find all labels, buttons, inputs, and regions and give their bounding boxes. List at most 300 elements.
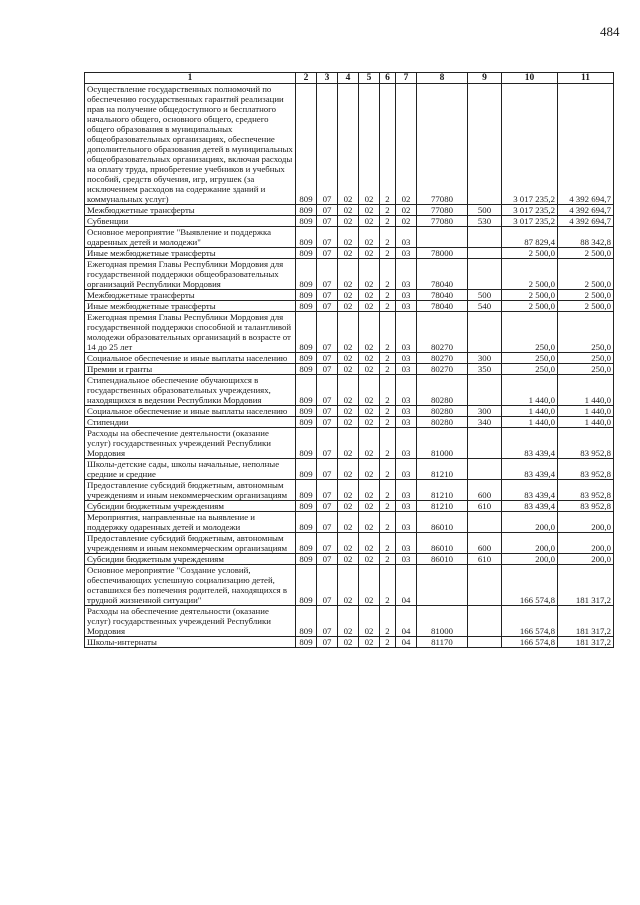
cell-c10: 3 017 235,2 [502,84,558,205]
cell-c5: 02 [359,417,380,428]
row-name-cell: Предоставление субсидий бюджетным, автономным учреждениям и иным некоммерческим организациям [85,480,296,501]
cell-c3: 07 [317,312,338,353]
row-name-cell: Социальное обеспечение и иные выплаты населению [85,406,296,417]
cell-c5: 02 [359,428,380,459]
cell-c4: 02 [338,512,359,533]
table-row [85,312,614,353]
cell-c9: 500 [468,205,502,216]
cell-c7: 03 [396,259,417,290]
row-name-cell: Социальное обеспечение и иные выплаты населению [85,353,296,364]
cell-c7: 02 [396,216,417,227]
cell-c4: 02 [338,533,359,554]
table-row [85,84,614,205]
cell-c9: 350 [468,364,502,375]
cell-c4: 02 [338,606,359,637]
cell-c9: 540 [468,301,502,312]
cell-c7: 03 [396,480,417,501]
cell-c2: 809 [296,312,317,353]
cell-c3: 07 [317,375,338,406]
cell-c2: 809 [296,606,317,637]
cell-c2: 809 [296,259,317,290]
cell-c5: 02 [359,606,380,637]
table-row [85,216,614,227]
cell-c10: 166 574,8 [502,637,558,648]
cell-c8: 86010 [417,533,468,554]
cell-c9: 610 [468,554,502,565]
row-name-cell: Субсидии бюджетным учреждениям [85,554,296,565]
cell-c3: 07 [317,459,338,480]
cell-c6: 2 [380,480,396,501]
table-row [85,512,614,533]
cell-c3: 07 [317,512,338,533]
cell-c5: 02 [359,248,380,259]
cell-c9: 500 [468,290,502,301]
cell-c9 [468,259,502,290]
cell-c2: 809 [296,428,317,459]
column-header: 8 [417,73,468,84]
row-name-cell: Субсидии бюджетным учреждениям [85,501,296,512]
cell-c7: 03 [396,227,417,248]
cell-c7: 03 [396,364,417,375]
cell-c3: 07 [317,301,338,312]
cell-c3: 07 [317,501,338,512]
cell-c10: 2 500,0 [502,248,558,259]
cell-c11: 181 317,2 [558,606,614,637]
cell-c10: 2 500,0 [502,290,558,301]
table-row [85,417,614,428]
cell-c10: 1 440,0 [502,375,558,406]
column-header: 7 [396,73,417,84]
cell-c4: 02 [338,375,359,406]
cell-c3: 07 [317,259,338,290]
cell-c8: 77080 [417,216,468,227]
cell-c7: 03 [396,290,417,301]
cell-c6: 2 [380,417,396,428]
cell-c2: 809 [296,353,317,364]
cell-c6: 2 [380,406,396,417]
cell-c9 [468,459,502,480]
cell-c2: 809 [296,533,317,554]
cell-c10: 250,0 [502,353,558,364]
cell-c4: 02 [338,259,359,290]
cell-c7: 03 [396,312,417,353]
cell-c10: 200,0 [502,512,558,533]
cell-c3: 07 [317,637,338,648]
cell-c5: 02 [359,259,380,290]
cell-c7: 04 [396,606,417,637]
cell-c6: 2 [380,248,396,259]
cell-c5: 02 [359,312,380,353]
cell-c4: 02 [338,459,359,480]
cell-c10: 1 440,0 [502,406,558,417]
budget-table [84,72,614,648]
cell-c7: 02 [396,84,417,205]
cell-c7: 03 [396,554,417,565]
row-name-cell: Межбюджетные трансферты [85,205,296,216]
cell-c3: 07 [317,353,338,364]
cell-c5: 02 [359,205,380,216]
cell-c6: 2 [380,459,396,480]
row-name-cell: Расходы на обеспечение деятельности (оказание услуг) государственных учреждений Республики Мордовия [85,606,296,637]
cell-c8: 77080 [417,205,468,216]
cell-c7: 03 [396,512,417,533]
cell-c10: 87 829,4 [502,227,558,248]
cell-c10: 3 017 235,2 [502,205,558,216]
cell-c11: 4 392 694,7 [558,205,614,216]
header-row [85,73,614,84]
cell-c7: 03 [396,406,417,417]
cell-c6: 2 [380,375,396,406]
cell-c4: 02 [338,248,359,259]
cell-c3: 07 [317,84,338,205]
cell-c8: 86010 [417,512,468,533]
cell-c4: 02 [338,353,359,364]
cell-c5: 02 [359,533,380,554]
table-row [85,259,614,290]
row-name-cell: Иные межбюджетные трансферты [85,301,296,312]
cell-c8: 81210 [417,501,468,512]
cell-c2: 809 [296,565,317,606]
cell-c2: 809 [296,406,317,417]
cell-c4: 02 [338,216,359,227]
table-row [85,554,614,565]
cell-c2: 809 [296,375,317,406]
table-row [85,227,614,248]
cell-c8: 80280 [417,375,468,406]
cell-c3: 07 [317,480,338,501]
cell-c2: 809 [296,512,317,533]
cell-c5: 02 [359,353,380,364]
column-header: 3 [317,73,338,84]
cell-c10: 166 574,8 [502,606,558,637]
cell-c5: 02 [359,364,380,375]
cell-c4: 02 [338,290,359,301]
cell-c8: 86010 [417,554,468,565]
cell-c7: 04 [396,565,417,606]
table-row [85,428,614,459]
cell-c6: 2 [380,637,396,648]
cell-c4: 02 [338,205,359,216]
cell-c5: 02 [359,501,380,512]
cell-c2: 809 [296,301,317,312]
cell-c9: 300 [468,406,502,417]
cell-c10: 250,0 [502,364,558,375]
cell-c6: 2 [380,353,396,364]
cell-c9 [468,84,502,205]
cell-c4: 02 [338,406,359,417]
cell-c6: 2 [380,512,396,533]
table-row [85,459,614,480]
row-name-cell: Школы-детские сады, школы начальные, неполные средние и средние [85,459,296,480]
cell-c11: 1 440,0 [558,375,614,406]
cell-c8: 81000 [417,606,468,637]
cell-c8: 78040 [417,301,468,312]
cell-c6: 2 [380,312,396,353]
cell-c5: 02 [359,301,380,312]
cell-c9 [468,637,502,648]
cell-c5: 02 [359,565,380,606]
cell-c7: 03 [396,301,417,312]
row-name-cell: Школы-интернаты [85,637,296,648]
cell-c7: 03 [396,501,417,512]
cell-c6: 2 [380,301,396,312]
cell-c11: 4 392 694,7 [558,216,614,227]
cell-c10: 2 500,0 [502,259,558,290]
cell-c3: 07 [317,216,338,227]
row-name-cell: Расходы на обеспечение деятельности (оказание услуг) государственных учреждений Республики Мордовия [85,428,296,459]
cell-c4: 02 [338,428,359,459]
cell-c10: 166 574,8 [502,565,558,606]
page-number: 484 [600,24,620,39]
cell-c4: 02 [338,227,359,248]
cell-c3: 07 [317,364,338,375]
cell-c8: 81210 [417,480,468,501]
row-name-cell: Основное мероприятие "Создание условий, обеспечивающих успешную социализацию детей, оставшихся без попечения родителей, находящихся в трудной жизненной ситуации" [85,565,296,606]
cell-c11: 200,0 [558,533,614,554]
cell-c5: 02 [359,290,380,301]
cell-c2: 809 [296,290,317,301]
row-name-cell: Основное мероприятие "Выявление и поддержка одаренных детей и молодежи" [85,227,296,248]
table-row [85,353,614,364]
cell-c3: 07 [317,227,338,248]
cell-c5: 02 [359,84,380,205]
row-name-cell: Ежегодная премия Главы Республики Мордовия для государственной поддержки общеобразовательных организаций Республики Мордовия [85,259,296,290]
cell-c10: 83 439,4 [502,428,558,459]
cell-c11: 2 500,0 [558,259,614,290]
column-header: 10 [502,73,558,84]
cell-c3: 07 [317,406,338,417]
cell-c2: 809 [296,417,317,428]
table-row [85,480,614,501]
cell-c8: 80280 [417,406,468,417]
cell-c11: 1 440,0 [558,417,614,428]
table-row [85,637,614,648]
column-header: 4 [338,73,359,84]
cell-c6: 2 [380,606,396,637]
cell-c5: 02 [359,406,380,417]
cell-c8: 78000 [417,248,468,259]
table-body [85,84,614,648]
cell-c3: 07 [317,205,338,216]
cell-c5: 02 [359,554,380,565]
cell-c6: 2 [380,428,396,459]
column-header: 5 [359,73,380,84]
row-name-cell: Стипендии [85,417,296,428]
row-name-cell: Ежегодная премия Главы Республики Мордовия для государственной поддержки способной и талантливой молодежи образовательных организаций в возрасте от 14 до 25 лет [85,312,296,353]
cell-c4: 02 [338,364,359,375]
cell-c9 [468,606,502,637]
column-header: 6 [380,73,396,84]
cell-c5: 02 [359,459,380,480]
cell-c2: 809 [296,248,317,259]
cell-c6: 2 [380,227,396,248]
cell-c3: 07 [317,290,338,301]
cell-c6: 2 [380,290,396,301]
cell-c10: 3 017 235,2 [502,216,558,227]
cell-c8: 80270 [417,312,468,353]
table-row [85,364,614,375]
cell-c5: 02 [359,637,380,648]
cell-c7: 02 [396,205,417,216]
cell-c8: 80270 [417,364,468,375]
cell-c2: 809 [296,459,317,480]
cell-c7: 03 [396,417,417,428]
column-header: 9 [468,73,502,84]
cell-c11: 83 952,8 [558,459,614,480]
table-row [85,565,614,606]
cell-c11: 83 952,8 [558,428,614,459]
cell-c4: 02 [338,301,359,312]
cell-c9 [468,227,502,248]
row-name-cell: Предоставление субсидий бюджетным, автономным учреждениям и иным некоммерческим организациям [85,533,296,554]
cell-c6: 2 [380,364,396,375]
cell-c8 [417,227,468,248]
cell-c10: 1 440,0 [502,417,558,428]
cell-c7: 03 [396,375,417,406]
cell-c9: 300 [468,353,502,364]
cell-c9 [468,248,502,259]
cell-c9 [468,512,502,533]
cell-c7: 03 [396,428,417,459]
cell-c3: 07 [317,606,338,637]
cell-c6: 2 [380,565,396,606]
cell-c6: 2 [380,501,396,512]
row-name-cell: Субвенции [85,216,296,227]
cell-c10: 200,0 [502,533,558,554]
table-row [85,606,614,637]
cell-c11: 250,0 [558,364,614,375]
cell-c11: 2 500,0 [558,290,614,301]
table-row [85,248,614,259]
cell-c4: 02 [338,417,359,428]
cell-c10: 2 500,0 [502,301,558,312]
cell-c5: 02 [359,227,380,248]
cell-c2: 809 [296,227,317,248]
cell-c8: 78040 [417,259,468,290]
cell-c10: 83 439,4 [502,501,558,512]
cell-c8: 81210 [417,459,468,480]
cell-c8: 81000 [417,428,468,459]
cell-c6: 2 [380,216,396,227]
cell-c4: 02 [338,637,359,648]
cell-c11: 2 500,0 [558,301,614,312]
cell-c6: 2 [380,533,396,554]
cell-c6: 2 [380,259,396,290]
cell-c9: 340 [468,417,502,428]
cell-c11: 2 500,0 [558,248,614,259]
cell-c4: 02 [338,312,359,353]
cell-c9: 600 [468,480,502,501]
row-name-cell: Иные межбюджетные трансферты [85,248,296,259]
cell-c8: 80270 [417,353,468,364]
cell-c11: 1 440,0 [558,406,614,417]
cell-c11: 181 317,2 [558,565,614,606]
cell-c8 [417,565,468,606]
cell-c11: 200,0 [558,554,614,565]
cell-c7: 03 [396,353,417,364]
cell-c9: 600 [468,533,502,554]
cell-c10: 250,0 [502,312,558,353]
table-row [85,290,614,301]
cell-c3: 07 [317,248,338,259]
cell-c3: 07 [317,428,338,459]
table-row [85,205,614,216]
table-row [85,301,614,312]
cell-c6: 2 [380,554,396,565]
cell-c5: 02 [359,512,380,533]
cell-c9: 530 [468,216,502,227]
cell-c4: 02 [338,565,359,606]
cell-c4: 02 [338,480,359,501]
table-row [85,406,614,417]
row-name-cell: Межбюджетные трансферты [85,290,296,301]
cell-c9 [468,565,502,606]
row-name-cell: Мероприятия, направленные на выявление и поддержку одаренных детей и молодежи [85,512,296,533]
cell-c8: 78040 [417,290,468,301]
column-header: 11 [558,73,614,84]
cell-c2: 809 [296,205,317,216]
cell-c7: 03 [396,459,417,480]
cell-c9 [468,312,502,353]
cell-c2: 809 [296,364,317,375]
cell-c8: 77080 [417,84,468,205]
cell-c8: 80280 [417,417,468,428]
cell-c4: 02 [338,84,359,205]
cell-c6: 2 [380,205,396,216]
cell-c2: 809 [296,637,317,648]
cell-c4: 02 [338,501,359,512]
cell-c11: 83 952,8 [558,480,614,501]
cell-c11: 83 952,8 [558,501,614,512]
row-name-cell: Осуществление государственных полномочий по обеспечению государственных гарантий реализации прав на получение общедоступного и бесплатного начального общего, основного общего, среднего общего образования в муниципальных общеобразовательных организациях, обеспечение дополнительного образования детей в муниципальных общеобразовательных организациях, включая расходы на оплату труда, приобретение учебников и учебных пособий, средств обучения, игр, игрушек (за исключением расходов на содержание зданий и коммунальных услуг) [85,84,296,205]
table-row [85,501,614,512]
cell-c5: 02 [359,216,380,227]
column-header: 1 [85,73,296,84]
cell-c7: 04 [396,637,417,648]
cell-c9 [468,375,502,406]
cell-c2: 809 [296,501,317,512]
column-header: 2 [296,73,317,84]
cell-c3: 07 [317,554,338,565]
cell-c11: 250,0 [558,353,614,364]
cell-c7: 03 [396,533,417,554]
cell-c5: 02 [359,375,380,406]
table-row [85,533,614,554]
cell-c3: 07 [317,533,338,554]
cell-c11: 88 342,8 [558,227,614,248]
cell-c9 [468,428,502,459]
row-name-cell: Стипендиальное обеспечение обучающихся в государственных образовательных учреждениях, находящихся в ведении Республики Мордовия [85,375,296,406]
cell-c11: 250,0 [558,312,614,353]
cell-c9: 610 [468,501,502,512]
table-row [85,375,614,406]
cell-c3: 07 [317,565,338,606]
cell-c2: 809 [296,216,317,227]
cell-c6: 2 [380,84,396,205]
cell-c10: 83 439,4 [502,480,558,501]
cell-c2: 809 [296,84,317,205]
cell-c11: 181 317,2 [558,637,614,648]
cell-c3: 07 [317,417,338,428]
cell-c10: 83 439,4 [502,459,558,480]
cell-c2: 809 [296,554,317,565]
cell-c4: 02 [338,554,359,565]
cell-c8: 81170 [417,637,468,648]
cell-c7: 03 [396,248,417,259]
cell-c11: 4 392 694,7 [558,84,614,205]
cell-c5: 02 [359,480,380,501]
cell-c10: 200,0 [502,554,558,565]
